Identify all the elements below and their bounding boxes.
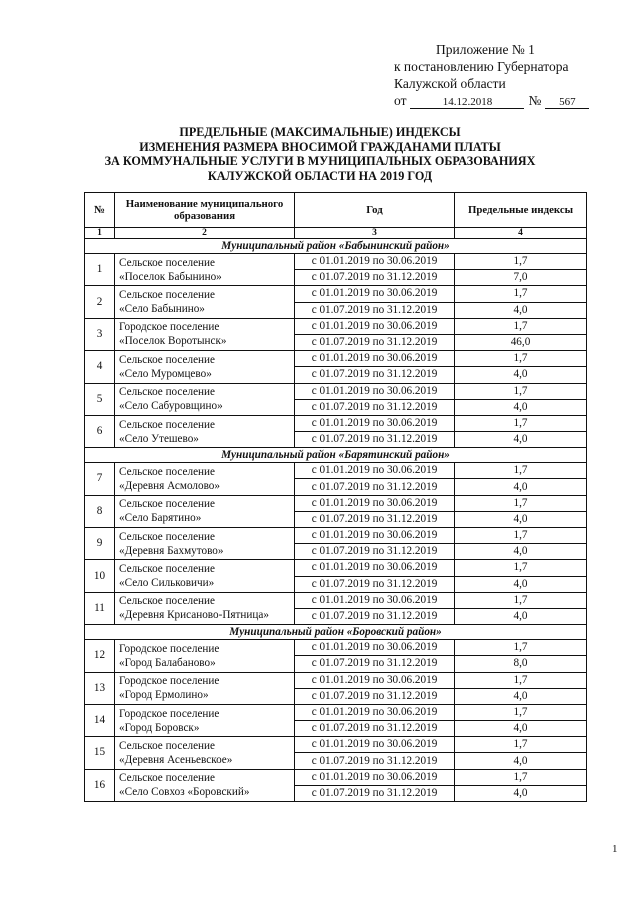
municipality-name (115, 704, 295, 736)
municipality-type: Сельское поселение (119, 595, 215, 608)
period: с 01.07.2019 по 31.12.2019 (295, 479, 455, 495)
municipality-type: Сельское поселение (119, 386, 215, 399)
municipality-name (115, 737, 295, 769)
municipality-name (115, 463, 295, 495)
title-line: ПРЕДЕЛЬНЫЕ (МАКСИМАЛЬНЫЕ) ИНДЕКСЫ (179, 125, 461, 139)
municipality-title: «Поселок Бабынино» (119, 270, 222, 283)
municipality-title: «Город Ермолино» (119, 689, 209, 702)
decree-date-line (394, 92, 624, 109)
table-row (85, 318, 587, 334)
index-value: 1,7 (455, 672, 587, 688)
district-name: Муниципальный район «Бабынинский район» (85, 239, 587, 254)
period: с 01.07.2019 по 31.12.2019 (295, 721, 455, 737)
municipality-name (115, 769, 295, 801)
district-row (85, 625, 587, 640)
table-row (85, 640, 587, 656)
index-value: 1,7 (455, 254, 587, 270)
row-number: 11 (85, 592, 115, 624)
municipality-type: Городское поселение (119, 642, 220, 655)
municipality-title: «Деревня Асеньевское» (119, 753, 233, 766)
period: с 01.01.2019 по 30.06.2019 (295, 463, 455, 479)
title-line: ИЗМЕНЕНИЯ РАЗМЕРА ВНОСИМОЙ ГРАЖДАНАМИ ПЛАТЫ (139, 139, 501, 154)
row-number: 2 (85, 286, 115, 318)
municipality-type: Сельское поселение (119, 418, 215, 431)
appendix-line-decree: к постановлению Губернатора (394, 59, 569, 74)
index-value: 1,7 (455, 640, 587, 656)
table-header-row (85, 193, 587, 228)
municipality-title: «Деревня Асмолово» (119, 479, 220, 492)
period: с 01.01.2019 по 30.06.2019 (295, 528, 455, 544)
table-row (85, 463, 587, 479)
index-value: 4,0 (455, 432, 587, 448)
period: с 01.01.2019 по 30.06.2019 (295, 254, 455, 270)
municipality-type: Городское поселение (119, 707, 220, 720)
column-number: 1 (85, 228, 115, 239)
municipality-title: «Село Утешево» (119, 432, 199, 445)
municipality-type: Сельское поселение (119, 498, 215, 511)
municipality-type: Городское поселение (119, 675, 220, 688)
row-number: 9 (85, 528, 115, 560)
period: с 01.01.2019 по 30.06.2019 (295, 383, 455, 399)
municipality-name (115, 560, 295, 592)
municipality-name (115, 640, 295, 672)
municipality-type: Сельское поселение (119, 739, 215, 752)
table-row (85, 704, 587, 720)
municipality-type: Сельское поселение (119, 772, 215, 785)
period: с 01.01.2019 по 30.06.2019 (295, 640, 455, 656)
period: с 01.07.2019 по 31.12.2019 (295, 753, 455, 769)
municipality-type: Сельское поселение (119, 563, 215, 576)
municipality-name (115, 415, 295, 447)
table-row (85, 254, 587, 270)
row-number: 5 (85, 383, 115, 415)
period: с 01.07.2019 по 31.12.2019 (295, 432, 455, 448)
period: с 01.01.2019 по 30.06.2019 (295, 704, 455, 720)
municipality-title: «Село Сильковичи» (119, 577, 215, 590)
period: с 01.07.2019 по 31.12.2019 (295, 367, 455, 383)
column-header-municipality: Наименование муниципального образования (115, 193, 295, 228)
district-name: Муниципальный район «Боровский район» (85, 625, 587, 640)
period: с 01.01.2019 по 30.06.2019 (295, 415, 455, 431)
period: с 01.07.2019 по 31.12.2019 (295, 576, 455, 592)
municipality-title: «Город Боровск» (119, 721, 200, 734)
table-row (85, 351, 587, 367)
period: с 01.01.2019 по 30.06.2019 (295, 672, 455, 688)
table-row (85, 286, 587, 302)
period: с 01.01.2019 по 30.06.2019 (295, 286, 455, 302)
column-header-year: Год (295, 193, 455, 228)
table-row (85, 528, 587, 544)
period: с 01.01.2019 по 30.06.2019 (295, 737, 455, 753)
table-row (85, 737, 587, 753)
municipality-name (115, 318, 295, 350)
row-number: 7 (85, 463, 115, 495)
period: с 01.07.2019 по 31.12.2019 (295, 399, 455, 415)
appendix-block (394, 41, 624, 109)
table-row (85, 592, 587, 608)
municipality-type: Сельское поселение (119, 530, 215, 543)
municipality-name (115, 495, 295, 527)
municipality-title: «Село Барятино» (119, 512, 202, 525)
municipality-name (115, 286, 295, 318)
row-number: 3 (85, 318, 115, 350)
district-row (85, 239, 587, 254)
from-label: от (394, 93, 407, 108)
period: с 01.07.2019 по 31.12.2019 (295, 544, 455, 560)
row-number: 14 (85, 704, 115, 736)
municipality-type: Городское поселение (119, 321, 220, 334)
municipality-title: «Село Совхоз «Боровский» (119, 786, 250, 799)
row-number: 8 (85, 495, 115, 527)
document-title (100, 125, 540, 183)
table-row (85, 769, 587, 785)
table-row (85, 560, 587, 576)
municipality-title: «Село Сабуровщино» (119, 400, 223, 413)
municipality-type: Сельское поселение (119, 256, 215, 269)
district-name: Муниципальный район «Барятинский район» (85, 448, 587, 463)
index-value: 4,0 (455, 721, 587, 737)
index-value: 4,0 (455, 753, 587, 769)
period: с 01.07.2019 по 31.12.2019 (295, 688, 455, 704)
column-number: 2 (115, 228, 295, 239)
index-value: 1,7 (455, 495, 587, 511)
municipality-title: «Деревня Бахмутово» (119, 544, 224, 557)
index-value: 1,7 (455, 318, 587, 334)
period: с 01.01.2019 по 30.06.2019 (295, 351, 455, 367)
municipality-name (115, 528, 295, 560)
index-value: 7,0 (455, 270, 587, 286)
municipality-title: «Село Бабынино» (119, 303, 205, 316)
row-number: 10 (85, 560, 115, 592)
table-row (85, 672, 587, 688)
municipality-title: «Поселок Воротынск» (119, 335, 227, 348)
index-value: 4,0 (455, 367, 587, 383)
municipality-name (115, 672, 295, 704)
index-value: 1,7 (455, 560, 587, 576)
index-value: 1,7 (455, 463, 587, 479)
municipality-type: Сельское поселение (119, 353, 215, 366)
row-number: 12 (85, 640, 115, 672)
period: с 01.07.2019 по 31.12.2019 (295, 656, 455, 672)
column-number: 3 (295, 228, 455, 239)
indices-table (84, 192, 587, 802)
index-value: 1,7 (455, 415, 587, 431)
index-value: 4,0 (455, 511, 587, 527)
column-header-number: № (85, 193, 115, 228)
appendix-line-region: Калужской области (394, 76, 506, 91)
row-number: 4 (85, 351, 115, 383)
number-label: № (528, 93, 542, 108)
index-value: 46,0 (455, 334, 587, 350)
decree-date: 14.12.2018 (410, 96, 524, 109)
period: с 01.07.2019 по 31.12.2019 (295, 302, 455, 318)
municipality-type: Сельское поселение (119, 465, 215, 478)
municipality-name (115, 383, 295, 415)
index-value: 1,7 (455, 286, 587, 302)
index-value: 4,0 (455, 688, 587, 704)
period: с 01.01.2019 по 30.06.2019 (295, 769, 455, 785)
index-value: 1,7 (455, 528, 587, 544)
column-number-row (85, 228, 587, 239)
row-number: 1 (85, 254, 115, 286)
municipality-type: Сельское поселение (119, 289, 215, 302)
municipality-name (115, 351, 295, 383)
index-value: 1,7 (455, 704, 587, 720)
table-row (85, 495, 587, 511)
municipality-name (115, 254, 295, 286)
index-value: 1,7 (455, 737, 587, 753)
index-value: 1,7 (455, 592, 587, 608)
period: с 01.01.2019 по 30.06.2019 (295, 560, 455, 576)
period: с 01.07.2019 по 31.12.2019 (295, 608, 455, 624)
index-value: 4,0 (455, 576, 587, 592)
title-line: ЗА КОММУНАЛЬНЫЕ УСЛУГИ В МУНИЦИПАЛЬНЫХ ОБРАЗОВАНИЯХ (104, 154, 536, 168)
period: с 01.01.2019 по 30.06.2019 (295, 592, 455, 608)
index-value: 4,0 (455, 302, 587, 318)
row-number: 16 (85, 769, 115, 801)
row-number: 15 (85, 737, 115, 769)
index-value: 4,0 (455, 544, 587, 560)
index-value: 4,0 (455, 399, 587, 415)
index-value: 1,7 (455, 769, 587, 785)
table-row (85, 415, 587, 431)
table-row (85, 383, 587, 399)
decree-number: 567 (545, 96, 589, 109)
period: с 01.07.2019 по 31.12.2019 (295, 270, 455, 286)
municipality-name (115, 592, 295, 624)
index-value: 4,0 (455, 608, 587, 624)
period: с 01.07.2019 по 31.12.2019 (295, 511, 455, 527)
row-number: 13 (85, 672, 115, 704)
period: с 01.07.2019 по 31.12.2019 (295, 785, 455, 801)
page-number: 1 (612, 843, 618, 855)
index-value: 1,7 (455, 383, 587, 399)
appendix-title: Приложение № 1 (436, 42, 535, 57)
municipality-title: «Деревня Крисаново-Пятница» (119, 609, 269, 622)
column-number: 4 (455, 228, 587, 239)
period: с 01.01.2019 по 30.06.2019 (295, 318, 455, 334)
index-value: 1,7 (455, 351, 587, 367)
municipality-title: «Село Муромцево» (119, 367, 212, 380)
column-header-indices: Предельные индексы (455, 193, 587, 228)
district-row (85, 448, 587, 463)
index-value: 8,0 (455, 656, 587, 672)
period: с 01.01.2019 по 30.06.2019 (295, 495, 455, 511)
period: с 01.07.2019 по 31.12.2019 (295, 334, 455, 350)
row-number: 6 (85, 415, 115, 447)
index-value: 4,0 (455, 785, 587, 801)
municipality-title: «Город Балабаново» (119, 656, 216, 669)
index-value: 4,0 (455, 479, 587, 495)
title-line: КАЛУЖСКОЙ ОБЛАСТИ НА 2019 ГОД (207, 168, 433, 183)
